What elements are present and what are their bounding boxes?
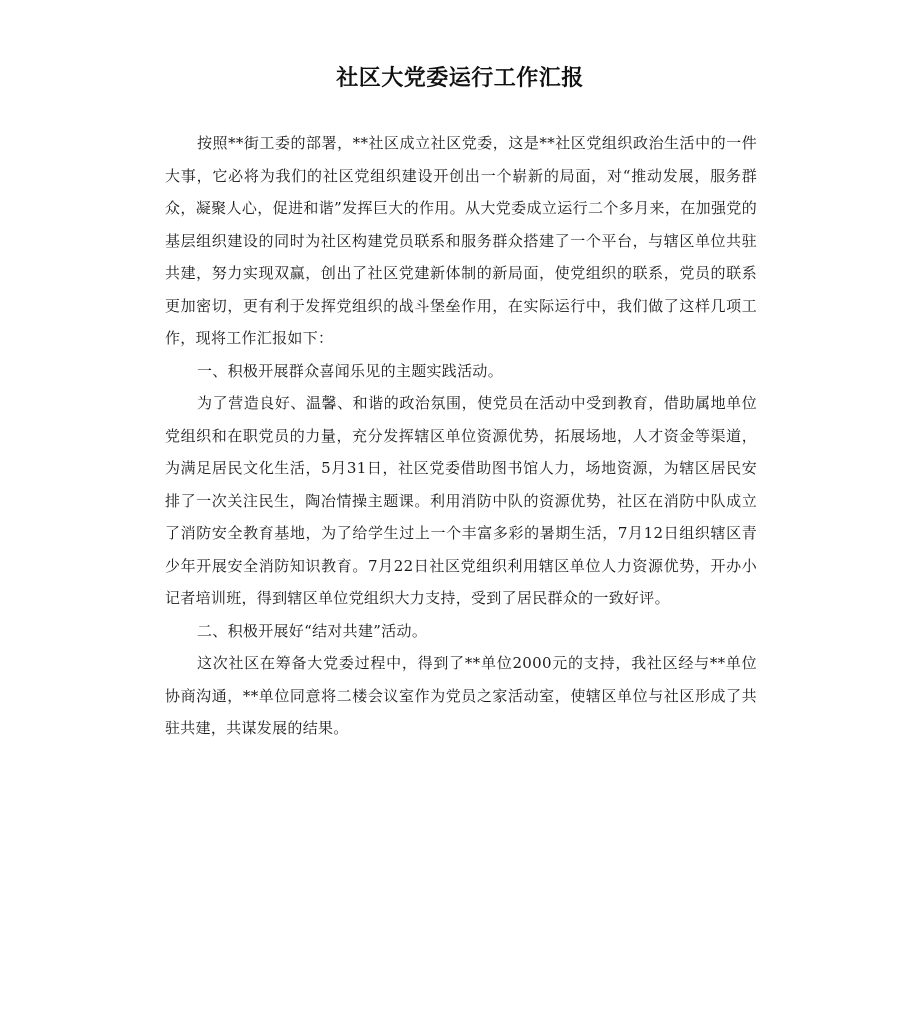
paragraph-section-1: 为了营造良好、温馨、和谐的政治氛围，使党员在活动中受到教育，借助属地单位党组织和在职党员的力量，充分发挥辖区单位资源优势，拓展场地，人才资金等渠道，为满足居民文化生活，5月31日，社区党委借助图书馆人力，场地资源，为辖区居民安排了一次关注民生，陶冶情操主题课。利用消防中队的资源优势，社区在消防中队成立了消防安全教育基地，为了给学生过上一个丰富多彩的暑期生活，7月12日组织辖区青少年开展安全消防知识教育。7月22日社区党组织利用辖区单位人力资源优势，开办小记者培训班，得到辖区单位党组织大力支持，受到了居民群众的一致好评。 bbox=[165, 394, 757, 607]
document-body bbox=[165, 127, 757, 745]
section-heading-2: 二、积极开展好“结对共建”活动。 bbox=[197, 621, 428, 640]
section-heading-1: 一、积极开展群众喜闻乐见的主题实践活动。 bbox=[197, 361, 504, 380]
paragraph-section-2: 这次社区在筹备大党委过程中，得到了**单位2000元的支持，我社区经与**单位协商沟通，**单位同意将二楼会议室作为党员之家活动室，使辖区单位与社区形成了共驻共建，共谋发展的结果。 bbox=[165, 654, 757, 737]
document-title: 社区大党委运行工作汇报 bbox=[336, 66, 584, 91]
paragraph-intro: 按照**街工委的部署，**社区成立社区党委，这是**社区党组织政治生活中的一件大事，它必将为我们的社区党组织建设开创出一个崭新的局面，对“推动发展，服务群众，凝聚人心，促进和谐”发挥巨大的作用。从大党委成立运行二个多月来，在加强党的基层组织建设的同时为社区构建党员联系和服务群众搭建了一个平台，与辖区单位共驻共建，努力实现双赢，创出了社区党建新体制的新局面，使党组织的联系，党员的联系更加密切，更有利于发挥党组织的战斗堡垒作用，在实际运行中，我们做了这样几项工作，现将工作汇报如下： bbox=[165, 134, 757, 347]
